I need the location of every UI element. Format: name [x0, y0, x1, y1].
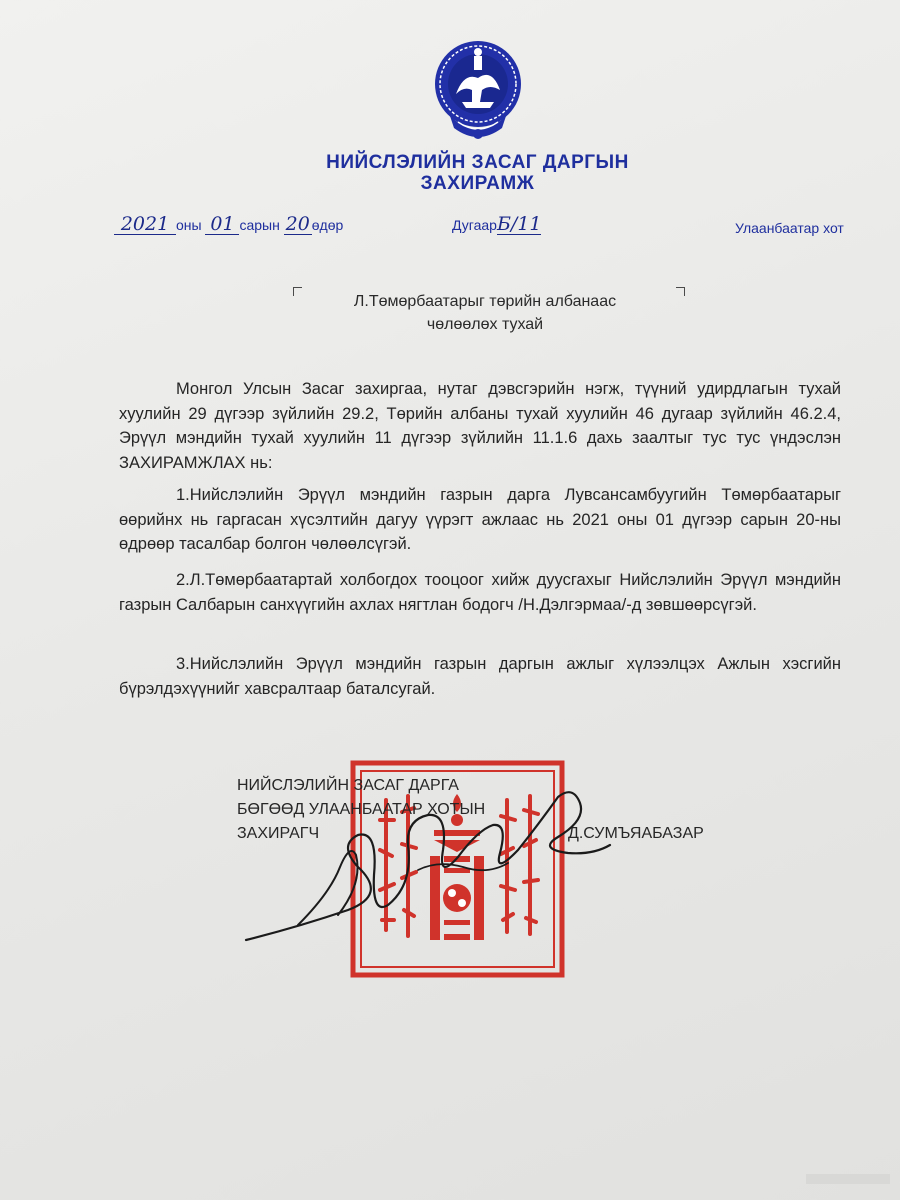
decree-item-1: 1.Нийслэлийн Эрүүл мэндийн газрын дарга Лувсансамбуугийн Төмөрбаатарыг өөрийнх нь гаргасан хүсэлтийн дагуу үүрэгт ажлаас нь 2021 оны 01 дүгээр сарын 20-ны өдрөөр тасалбар болгон чөлөөлсүгэй.	[119, 486, 841, 553]
year-value: 2021	[114, 214, 176, 235]
signatory-title-line-2: БӨГӨӨД УЛААНБААТАР ХОТЫН	[237, 801, 486, 818]
date-line	[114, 214, 343, 235]
month-suffix: сарын	[239, 217, 280, 233]
legal-basis-paragraph: Монгол Улсын Засаг захиргаа, нутаг дэвсгэрийн нэгж, түүний удирдлагын тухай хуулийн 29 дүгээр зүйлийн 29.2, Төрийн албаны тухай хуулийн 46 дугаар зүйлийн 46.2.4, Эрүүл мэндийн тухай хуулийн 11 дүгээр зүйлийн 11.1.6 дахь заалтыг тус тус үндэслэн ЗАХИРАМЖЛАХ нь:	[119, 380, 841, 472]
decree-item-2: 2.Л.Төмөрбаатартай холбогдох тооцоог хийж дуусгахыг Нийслэлийн Эрүүл мэндийн газрын Салбарын санхүүгийн ахлах нягтлан бодогч /Н.Дэлгэрмаа/-д зөвшөөрсүгэй.	[119, 571, 841, 614]
organization-title: НИЙСЛЭЛИЙН ЗАСАГ ДАРГЫН	[326, 152, 629, 173]
number-value: Б/11	[496, 213, 542, 235]
subject-line-1: Л.Төмөрбаатарыг төрийн албанаас	[353, 293, 617, 310]
number-line	[452, 214, 541, 235]
bottom-right-faint-marking	[800, 1168, 896, 1192]
signatory-title-line-1: НИЙСЛЭЛИЙН ЗАСАГ ДАРГА	[237, 777, 459, 794]
month-value: 01	[205, 214, 239, 235]
document-type: ЗАХИРАМЖ	[420, 173, 535, 194]
handwritten-signature-icon	[238, 775, 618, 955]
number-label: Дугаар	[452, 217, 497, 233]
signatory-name: Д.СУМЪЯАБАЗАР	[568, 825, 704, 842]
day-suffix: өдөр	[311, 217, 344, 233]
day-value: 20	[285, 213, 310, 235]
mongolia-state-emblem-icon	[432, 38, 524, 146]
subject-line-2: чөлөөлөх тухай	[426, 316, 544, 333]
decree-item-3: 3.Нийслэлийн Эрүүл мэндийн газрын даргын ажлыг хүлээлцэх Ажлын хэсгийн бүрэлдэхүүнийг хавсралтаар баталсугай.	[119, 655, 841, 698]
city-label: Улаанбаатар хот	[735, 220, 844, 236]
year-suffix: оны	[176, 217, 202, 233]
signatory-title-line-3: ЗАХИРАГЧ	[237, 825, 320, 842]
